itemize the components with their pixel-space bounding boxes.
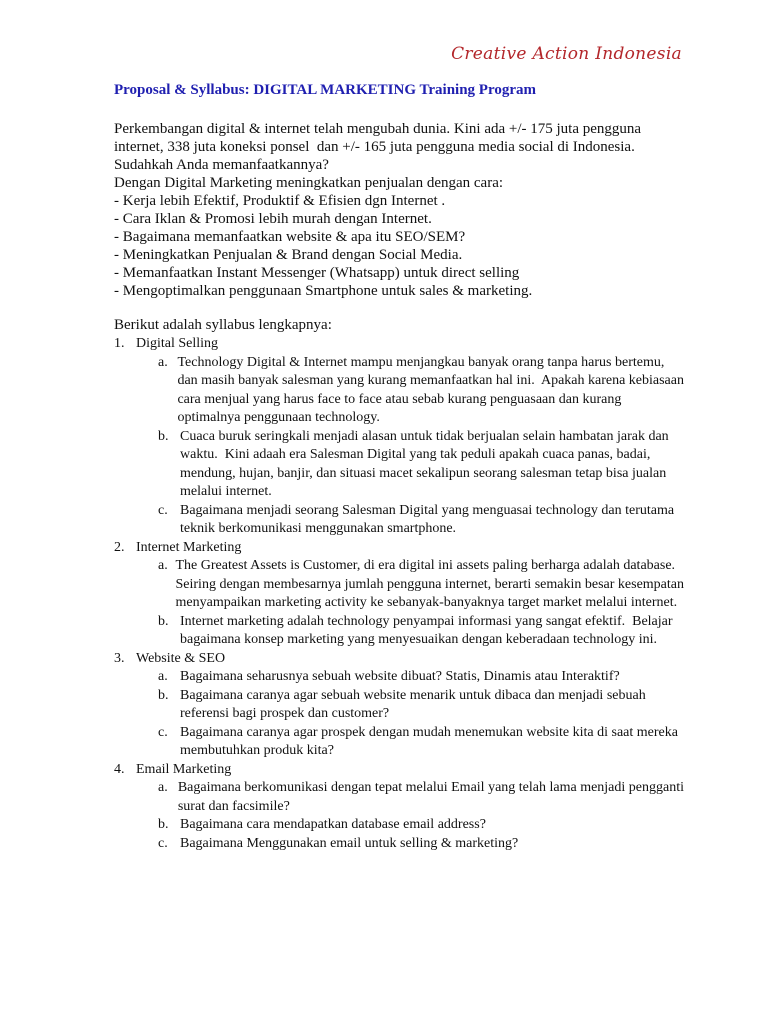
section-label: Email Marketing	[136, 761, 232, 777]
intro-bullet: - Memanfaatkan Instant Messenger (Whatsapp) untuk direct selling	[114, 265, 520, 281]
intro-line: Perkembangan digital & internet telah mengubah dunia. Kini ada +/- 175 juta pengguna	[114, 121, 642, 137]
section-number: 1.	[114, 336, 125, 351]
section-title	[114, 761, 684, 780]
intro-bullet: - Cara Iklan & Promosi lebih murah dengan Internet.	[114, 211, 432, 227]
page-title: Proposal & Syllabus: DIGITAL MARKETING Training Program	[114, 82, 536, 98]
item-line: Bagaimana berkomunikasi dengan tepat melalui Email yang telah lama menjadi pengganti	[177, 780, 684, 795]
list-item	[114, 613, 684, 650]
item-letter: b.	[158, 687, 169, 703]
syllabus-section	[114, 316, 684, 853]
list-item	[114, 668, 684, 687]
list-item	[114, 557, 684, 613]
section-number: 2.	[114, 539, 125, 555]
item-letter: c.	[158, 835, 168, 851]
item-line: waktu. Kini adaah era Salesman Digital yang tak peduli apakah cuaca panas, badai,	[180, 447, 651, 462]
item-letter: a.	[158, 354, 168, 370]
intro-bullet: - Kerja lebih Efektif, Produktif & Efisien dgn Internet .	[114, 193, 446, 209]
item-letter: b.	[158, 428, 169, 444]
list-item	[114, 354, 684, 428]
item-line: The Greatest Assets is Customer, di era digital ini assets paling berharga adalah database.	[175, 558, 676, 573]
list-item	[114, 428, 684, 502]
list-item	[114, 687, 684, 724]
section-label: Internet Marketing	[136, 539, 242, 555]
item-line: mendung, hujan, banjir, dan situasi macet sekalipun seorang salesman tetap bisa jualan	[180, 465, 667, 481]
item-line: Technology Digital & Internet mampu menjangkau banyak orang tanpa harus bertemu,	[177, 354, 665, 370]
item-line: Bagaimana caranya agar sebuah website menarik untuk dibaca dan menjadi sebuah	[180, 687, 646, 703]
item-line: menyampaikan marketing activity ke sebanyak-banyaknya target market melalui internet.	[175, 595, 678, 610]
item-line: cara menjual yang harus face to face atau sebab kurang penguasaan dan kurang	[177, 391, 622, 407]
item-line: Bagaimana menjadi seorang Salesman Digital yang menguasai technology dan terutama	[180, 502, 675, 518]
section-number: 3.	[114, 650, 125, 666]
item-letter: c.	[158, 724, 168, 740]
item-line: Cuaca buruk seringkali menjadi alasan untuk tidak berjualan selain hambatan jarak dan	[180, 428, 669, 444]
item-line: Bagaimana seharusnya sebuah website dibuat? Statis, Dinamis atau Interaktif?	[180, 669, 620, 684]
item-line: dan masih banyak salesman yang kurang memanfaatkan hal ini. Apakah karena kebiasaan	[177, 373, 684, 388]
intro-paragraph	[114, 120, 674, 300]
syllabus-heading: Berikut adalah syllabus lengkapnya:	[114, 317, 332, 333]
item-letter: a.	[158, 558, 168, 573]
list-item	[114, 816, 684, 835]
section-label: Website & SEO	[136, 650, 226, 666]
item-line: Internet marketing adalah technology penyampai informasi yang sangat efektif. Belajar	[180, 613, 673, 629]
list-item	[114, 502, 684, 539]
item-line: bagaimana konsep marketing yang menyesuaikan dengan keberadaan technology ini.	[180, 632, 657, 647]
intro-line: Sudahkah Anda memanfaatkannya?	[114, 157, 329, 173]
item-line: melalui internet.	[180, 484, 272, 499]
section-title	[114, 539, 684, 558]
list-item	[114, 835, 684, 854]
list-item	[114, 724, 684, 761]
item-letter: b.	[158, 817, 169, 832]
list-item	[114, 779, 684, 816]
intro-line: internet, 338 juta koneksi ponsel dan +/- 165 juta pengguna media social di Indonesia.	[114, 139, 635, 155]
item-line: optimalnya penggunaan technology.	[177, 410, 380, 425]
company-logo: Creative Action Indonesia	[451, 44, 682, 64]
section-label: Digital Selling	[136, 336, 219, 351]
intro-line: Dengan Digital Marketing meningkatkan penjualan dengan cara:	[114, 175, 504, 191]
section-title	[114, 650, 684, 669]
item-letter: c.	[158, 502, 168, 518]
item-letter: a.	[158, 669, 168, 684]
item-letter: a.	[158, 780, 168, 795]
intro-bullet: - Bagaimana memanfaatkan website & apa itu SEO/SEM?	[114, 229, 466, 245]
item-line: Bagaimana caranya agar prospek dengan mudah menemukan website kita di saat mereka	[180, 724, 678, 740]
section-number: 4.	[114, 761, 125, 777]
item-line: Seiring dengan membesarnya jumlah pengguna internet, berarti semakin besar kesempatan	[175, 576, 684, 592]
intro-bullet: - Mengoptimalkan penggunaan Smartphone untuk sales & marketing.	[114, 283, 533, 299]
item-line: membutuhkan produk kita?	[180, 743, 334, 758]
item-line: referensi bagi prospek dan customer?	[180, 706, 390, 721]
item-line: Bagaimana cara mendapatkan database email address?	[180, 817, 486, 832]
intro-bullet: - Meningkatkan Penjualan & Brand dengan Social Media.	[114, 247, 463, 263]
item-line: surat dan facsimile?	[177, 798, 290, 814]
item-line: Bagaimana Menggunakan email untuk selling & marketing?	[180, 835, 519, 851]
item-letter: b.	[158, 613, 169, 629]
section-title	[114, 335, 684, 354]
item-line: teknik berkomunikasi menggunakan smartphone.	[180, 521, 457, 536]
